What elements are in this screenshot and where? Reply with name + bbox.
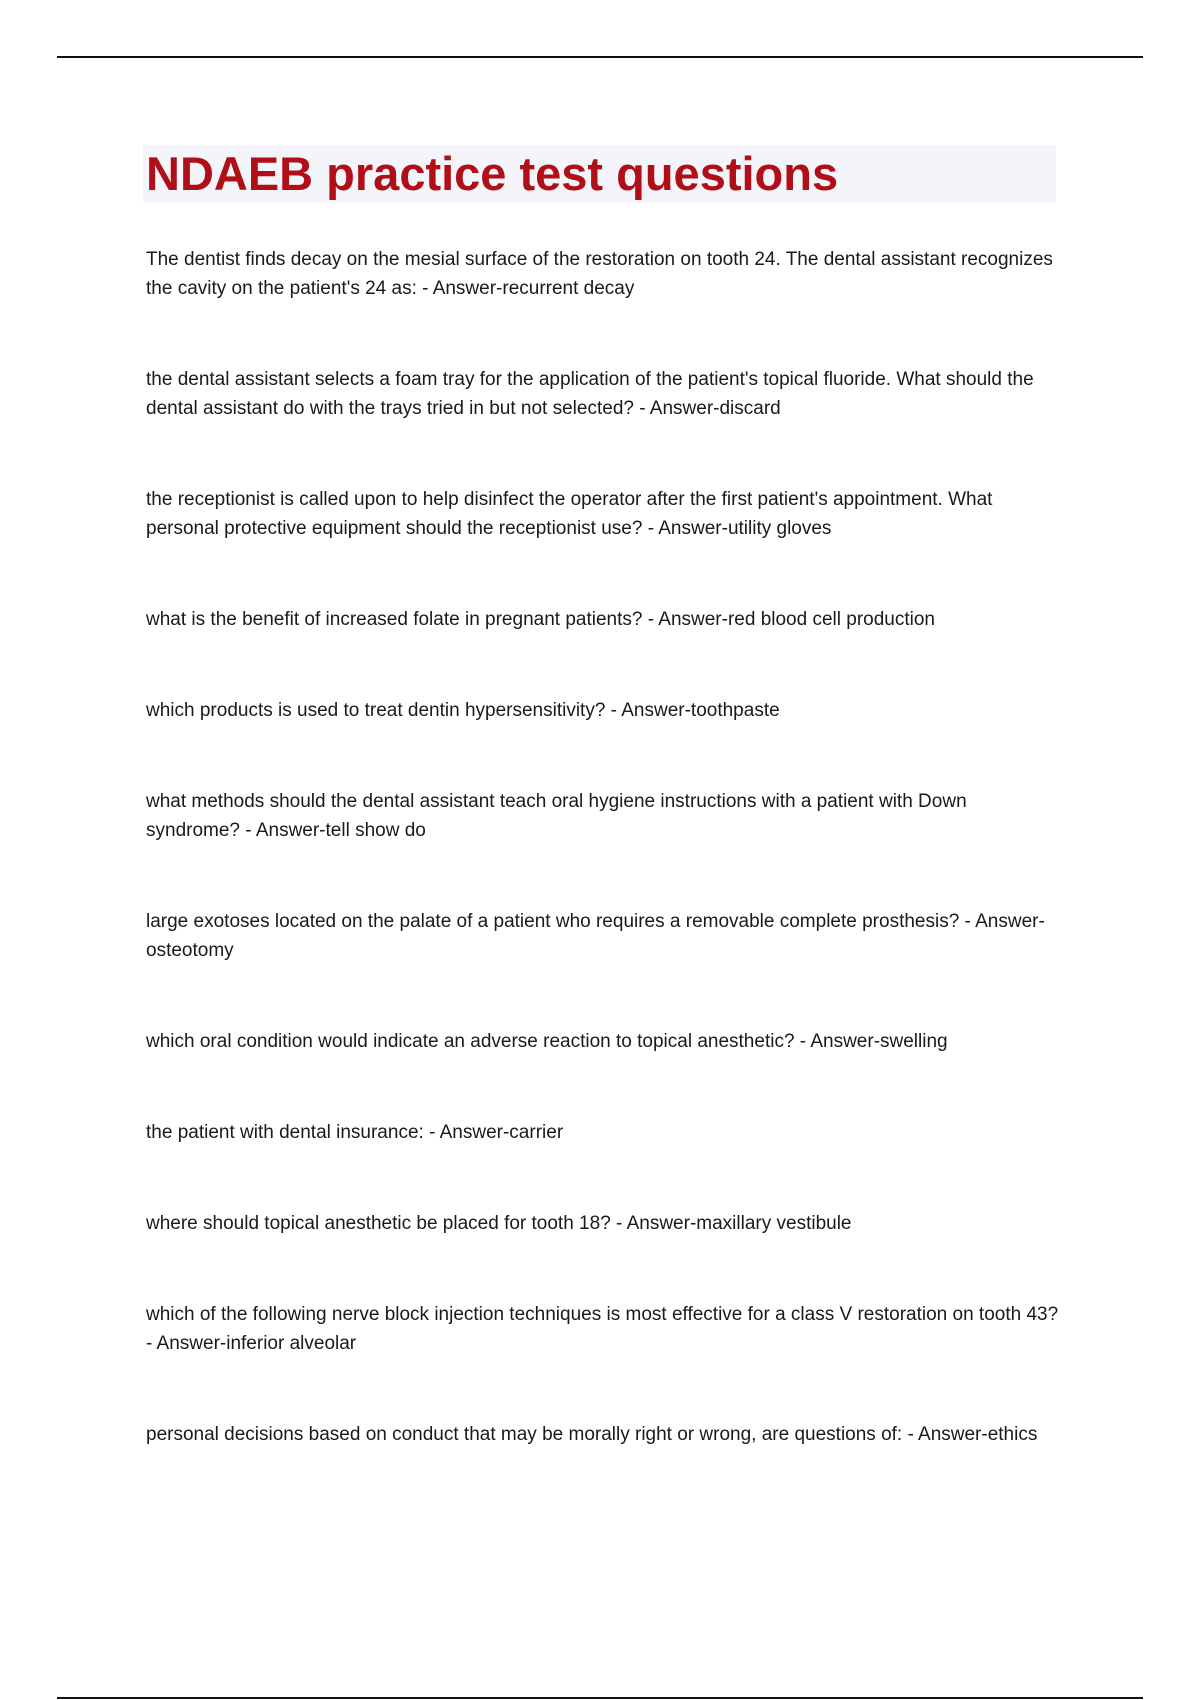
question-item-10: where should topical anesthetic be placed for tooth 18? - Answer-maxillary vestibule bbox=[146, 1213, 852, 1234]
question-item-1: The dentist finds decay on the mesial surface of the restoration on tooth 24. The dental assistant recognizes the cavity on the patient's 24 as: - Answer-recurrent decay bbox=[146, 249, 1053, 299]
question-item-11: which of the following nerve block injection techniques is most effective for a class V restoration on tooth 43? - Answer-inferior alveolar bbox=[146, 1304, 1059, 1354]
question-item-3: the receptionist is called upon to help disinfect the operator after the first patient's appointment. What personal protective equipment should the receptionist use? - Answer-utility gloves bbox=[146, 489, 993, 539]
question-item-8: which oral condition would indicate an adverse reaction to topical anesthetic? - Answer-swelling bbox=[146, 1031, 948, 1052]
question-item-5: which products is used to treat dentin hypersensitivity? - Answer-toothpaste bbox=[146, 700, 780, 721]
bottom-rule bbox=[57, 1697, 1143, 1699]
question-item-4: what is the benefit of increased folate in pregnant patients? - Answer-red blood cell production bbox=[146, 609, 935, 630]
question-item-12: personal decisions based on conduct that may be morally right or wrong, are questions of: - Answer-ethics bbox=[146, 1424, 1038, 1445]
question-item-7: large exotoses located on the palate of a patient who requires a removable complete prosthesis? - Answer-osteotomy bbox=[146, 911, 1045, 961]
question-list bbox=[146, 245, 1061, 1511]
top-rule bbox=[57, 56, 1143, 58]
question-item-9: the patient with dental insurance: - Answer-carrier bbox=[146, 1122, 564, 1143]
question-item-2: the dental assistant selects a foam tray for the application of the patient's topical fluoride. What should the dental assistant do with the trays tried in but not selected? - Answer-discard bbox=[146, 369, 1034, 419]
document-title: NDAEB practice test questions bbox=[146, 147, 839, 200]
question-item-6: what methods should the dental assistant teach oral hygiene instructions with a patient with Down syndrome? - Answer-tell show do bbox=[146, 791, 967, 841]
